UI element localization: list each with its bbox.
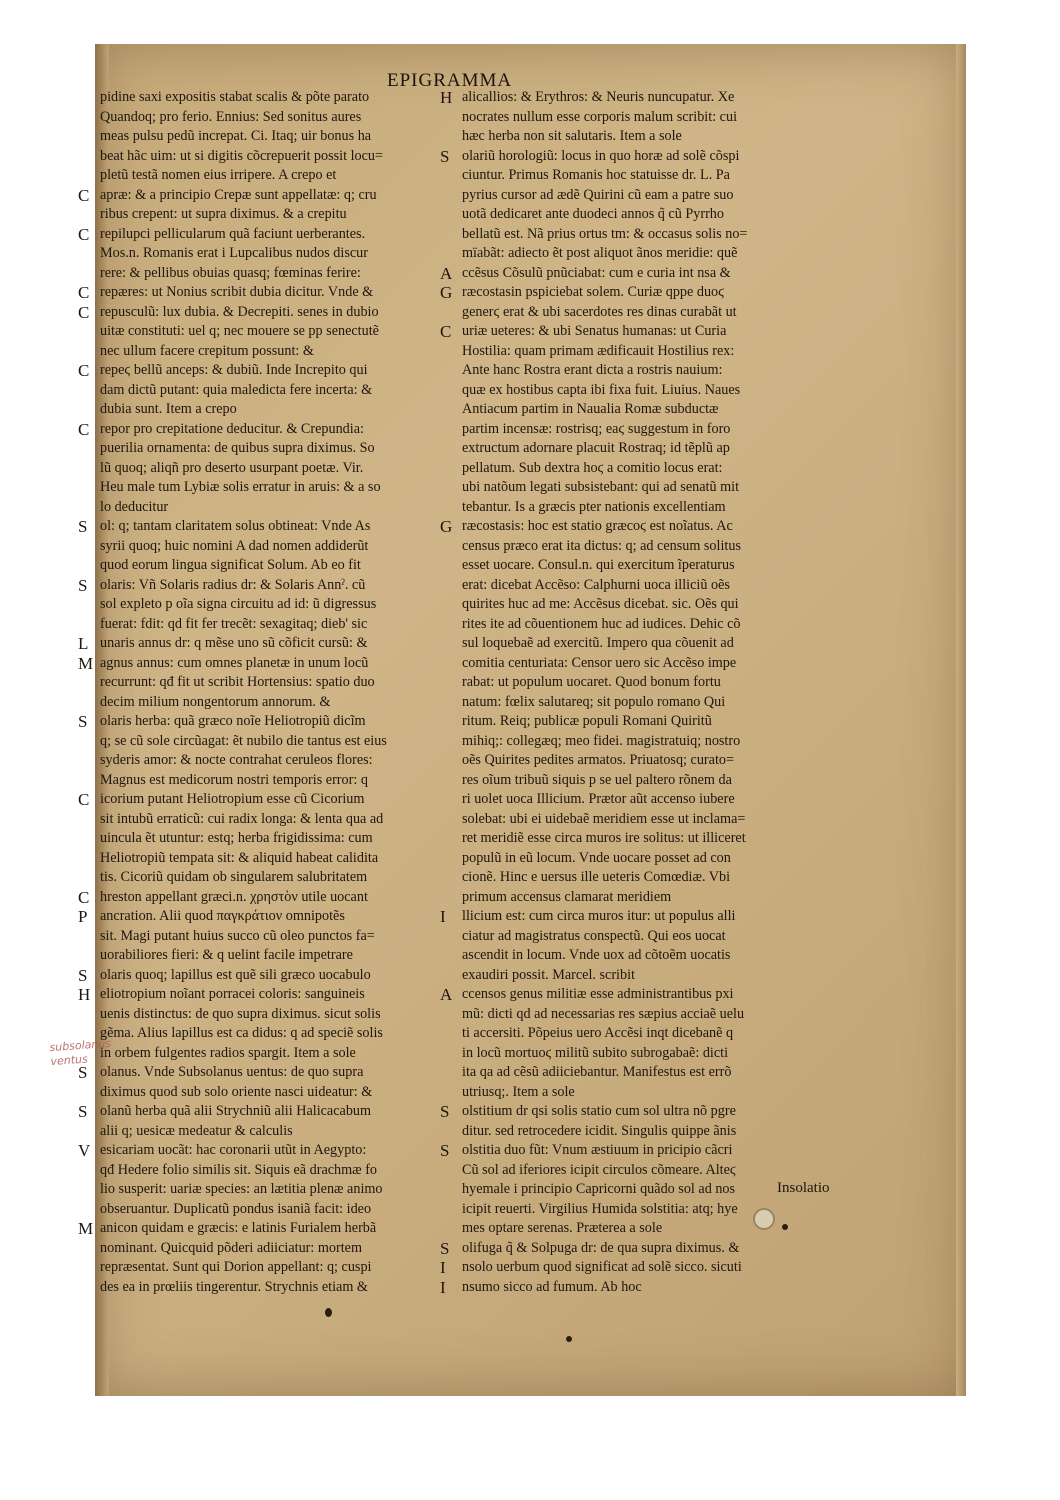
line-text: llicium est: cum circa muros itur: ut populus alli: [462, 908, 736, 924]
line-text: oẽs Quirites pedites armatos. Priuatosq; curato=: [462, 752, 734, 768]
text-line: [100, 693, 455, 713]
initial-letter: I: [440, 907, 446, 926]
line-text: in orbem fulgentes radios spargit. Item a sole: [100, 1044, 356, 1061]
line-text: bellatũ est. Nã prius ortus tm: & occasus solis no=: [462, 225, 748, 242]
line-text: pellatum. Sub dextra hoϛ a comitio locus erat:: [462, 459, 723, 476]
text-line: [462, 712, 852, 732]
line-text: fuerat: fdit: qd fit fer trecẽt: sexagitaq; dieb' sic: [100, 615, 368, 632]
line-text: icorium putant Heliotropium esse cũ Cicorium: [100, 791, 365, 807]
line-text: primum accensus clamarat meridiem: [462, 888, 672, 905]
initial-letter: C: [440, 322, 452, 341]
initial-letter: I: [440, 1277, 446, 1297]
line-text: ræcostasis: hoc est statio græcoϛ est noĩatus. Ac: [462, 518, 733, 534]
line-text: mïabãt: adiecto ẽt post aliquot ãnos meridie: quẽ: [462, 245, 738, 261]
text-line: [100, 1122, 455, 1142]
text-line: [462, 576, 852, 596]
text-line: [440, 1277, 852, 1298]
line-text: beat hãc uim: ut si digitis cõcrepuerit possit locu=: [100, 147, 384, 164]
text-line: [462, 849, 852, 869]
line-text: nsolo uerbum quod significat ad solẽ sicco. sicuti: [462, 1259, 742, 1275]
text-line: [462, 1122, 852, 1142]
text-line: [462, 1024, 852, 1044]
line-text: olaris herba: quã græco noĩe Heliotropiũ dicĩm: [100, 713, 366, 729]
initial-letter: A: [440, 263, 453, 283]
text-line: [78, 907, 455, 927]
text-line: [100, 868, 455, 888]
line-text: repæres: ut Nonius scribit dubia dicitur. Vnde &: [100, 284, 374, 300]
initial-letter: A: [440, 985, 453, 1004]
line-text: quæ ex hostibus capta ibi fixa fuit. Liuius. Naues: [462, 381, 741, 398]
line-text: utriusq;. Item a sole: [462, 1083, 575, 1100]
text-line: [100, 1278, 455, 1298]
line-text: lio susperit: uariæ species: an lætitia plenæ animo: [100, 1181, 383, 1197]
text-line: [100, 88, 455, 108]
initial-letter: M: [78, 1219, 94, 1238]
line-text: lũ quoq; aliqñ pro deserto usurpant poetæ. Vir.: [100, 459, 364, 476]
line-text: pletũ testã nomen eius irripere. A crepo et: [100, 167, 337, 183]
text-line: [462, 498, 852, 518]
text-line: [100, 732, 455, 752]
line-text: Hostilia: quam primam ædificauit Hostilius rex:: [462, 342, 735, 359]
initial-letter: S: [78, 517, 88, 536]
text-line: [440, 985, 852, 1005]
text-line: [462, 790, 852, 810]
line-text: Heliotropiũ tempata sit: & aliquid habeat calidita: [100, 849, 379, 866]
text-line: [462, 478, 852, 498]
line-text: unaris annus dr: q mẽse uno sũ cõficit cursũ: &: [100, 635, 368, 651]
text-line: [100, 1161, 455, 1181]
text-line: [462, 595, 852, 615]
text-line: [100, 946, 455, 966]
line-text: ccẽsus Cõsulũ pnũciabat: cum e curia int nsa &: [462, 264, 731, 281]
line-text: cionẽ. Hinc e uersus ille ueteris Comœdiæ. Vbi: [462, 869, 731, 885]
line-text: pyrius cursor ad ædẽ Quirini cũ eam a patre suo: [462, 186, 734, 203]
text-line: [440, 88, 852, 108]
line-text: Antiacum partim in Naualia Romæ subductæ: [462, 401, 719, 417]
line-text: repilupci pellicularum quã faciunt uerberantes.: [100, 225, 366, 242]
line-text: ti accersiti. Põpeius uero Accẽsi inqt dicebanẽ q: [462, 1025, 734, 1041]
text-line: [462, 966, 852, 986]
text-line: [462, 1005, 852, 1025]
text-line: [100, 1258, 455, 1278]
line-text: olaris quoq; lapillus est quẽ sili græco uocabulo: [100, 966, 371, 983]
line-text: recurrunt: qđ fit ut scribit Hortensius: spatio duo: [100, 674, 375, 690]
text-line: [440, 1102, 852, 1122]
text-line: [462, 537, 852, 557]
line-text: alicallios: & Erythros: & Neuris nuncupatur. Xe: [462, 89, 735, 105]
line-text: Ante hanc Rostra erant dicta a rostris nauium:: [462, 362, 723, 378]
line-text: ubi natõum legati subsistebant: qui ad senatũ mit: [462, 479, 740, 495]
text-line: [440, 283, 852, 303]
line-text: census præco erat ita dictus: q; ad censum solitus: [462, 537, 741, 554]
line-text: uitæ constituti: uel q; nec mouere se pp senectutẽ: [100, 323, 379, 339]
initial-letter: S: [440, 146, 450, 166]
line-text: repusculũ: lux dubia. & Decrepiti. senes in dubio: [100, 303, 379, 320]
text-line: [462, 1083, 852, 1103]
initial-letter: C: [78, 790, 90, 809]
ink-dot: [325, 1308, 332, 1317]
text-line: [100, 849, 455, 869]
text-line: [100, 108, 455, 128]
line-text: olanũ herba quã alii Strychniũ alii Halicacabum: [100, 1103, 372, 1119]
text-line: [440, 907, 852, 927]
line-text: q; se cũ sole circũagat: ẽt nubilo die tantus est eius: [100, 732, 387, 749]
line-text: syrii quoq; huic nomini A dad nomen addiderũt: [100, 537, 369, 554]
initial-letter: S: [440, 1102, 450, 1121]
line-text: rere: & pellibus obuias quasq; fœminas ferire:: [100, 264, 361, 281]
line-text: olifuga q̃ & Solpuga dr: de qua supra diximus. &: [462, 1239, 740, 1256]
text-line: [462, 225, 852, 245]
initial-letter: S: [440, 1141, 450, 1160]
line-text: uincula ẽt utuntur: estq; herba frigidissima: cum: [100, 830, 373, 846]
line-text: puerilia ornamenta: de quibus supra diximus. So: [100, 440, 375, 456]
text-line: [100, 264, 455, 284]
text-line: [462, 439, 852, 459]
line-text: partim incensæ: rostrisq; eaϛ suggestum in foro: [462, 420, 731, 437]
line-text: extructum adornare placuit Rostraq; id tẽplũ ap: [462, 440, 730, 456]
line-text: anicon quidam e græcis: e latinis Furialem herbã: [100, 1220, 377, 1236]
line-text: comitia centuriata: Censor uero sic Accẽso impe: [462, 654, 737, 671]
text-line: [78, 1063, 455, 1083]
line-text: ciatur ad magistratus conspectũ. Qui eos uocat: [462, 927, 726, 944]
initial-letter: G: [440, 517, 453, 536]
line-text: nominant. Quicquid põderi adiiciatur: mortem: [100, 1239, 363, 1256]
text-line: [100, 1024, 455, 1044]
initial-letter: S: [78, 575, 88, 595]
line-text: decim milium nongentorum annorum. &: [100, 693, 331, 710]
text-line: [78, 517, 455, 537]
text-line: [462, 420, 852, 440]
ink-dot: [782, 1224, 788, 1230]
text-line: [462, 1200, 852, 1220]
text-line: [100, 751, 455, 771]
line-text: esicariam uocãt: hac coronarii utũt in Aegypto:: [100, 1142, 367, 1158]
line-text: hreston appellant græci.n. χρηστὸν utile uocant: [100, 888, 368, 905]
line-text: tebantur. Is a græcis pter nationis excellentiam: [462, 498, 726, 515]
line-text: nec ullum facere crepitum possunt: &: [100, 342, 314, 359]
text-line: [78, 634, 455, 654]
initial-letter: C: [78, 302, 90, 322]
line-text: hyemale i principio Capricorni quãdo sol ad nos: [462, 1181, 736, 1197]
text-line: [440, 1238, 852, 1259]
text-line: [462, 205, 852, 225]
text-line: [100, 244, 455, 264]
paper-stain: [753, 1208, 775, 1230]
line-text: ditur. sed retrocedere icidit. Singulis quippe ãnis: [462, 1122, 737, 1139]
text-line: [440, 146, 852, 167]
running-head: EPIGRAMMA: [387, 70, 513, 91]
line-text: lo deducitur: [100, 498, 169, 515]
text-line: [100, 1239, 455, 1259]
line-text: icipit reuerti. Virgilius Humida solstitia: atq; hye: [462, 1200, 738, 1217]
text-line: [100, 615, 455, 635]
text-line: [462, 829, 852, 849]
line-text: ancration. Alii quod παγκράτιον omnipotẽs: [100, 908, 345, 924]
right-text-column: [440, 88, 852, 1297]
text-line: [100, 771, 455, 791]
line-text: erat: dicebat Accẽso: Calphurni uoca illiciũ oẽs: [462, 576, 730, 593]
text-line: [78, 790, 455, 810]
text-line: [78, 419, 455, 440]
line-text: meas pulsu pedũ increpat. Ci. Itaq; uir bonus ha: [100, 128, 372, 144]
line-text: uotã dedicaret ante duodeci annos q̃ cũ Pyrrho: [462, 206, 724, 222]
line-text: Magnus est medicorum nostri temporis error: q: [100, 771, 368, 788]
text-line: [462, 459, 852, 479]
text-line: [462, 693, 852, 713]
line-text: sul loquebaẽ ad exercitũ. Impero qua cõuenit ad: [462, 635, 734, 651]
text-line: [462, 1044, 852, 1064]
text-line: [78, 302, 455, 323]
text-line: [462, 771, 852, 791]
initial-letter: H: [440, 88, 453, 107]
line-text: syderis amor: & nocte contrahat ceruleos flores:: [100, 752, 373, 768]
text-line: [462, 244, 852, 264]
text-line: [462, 888, 852, 908]
line-text: nsumo sicco ad fumum. Ab hoc: [462, 1278, 642, 1295]
text-line: [462, 361, 852, 381]
text-line: [100, 478, 455, 498]
line-text: ita qa ad cẽsũ adiiciebantur. Manifestus est errõ: [462, 1064, 732, 1080]
text-line: [100, 537, 455, 557]
initial-letter: S: [78, 712, 88, 731]
line-text: olariũ horologiũ: locus in quo horæ ad solẽ cõspi: [462, 147, 740, 164]
text-line: [78, 887, 455, 908]
line-text: agnus annus: cum omnes planetæ in unum locũ: [100, 654, 369, 671]
line-text: rabat: ut populum uocaret. Quod bonum fortu: [462, 674, 721, 690]
ink-dot: [566, 1336, 572, 1342]
text-line: [78, 185, 455, 206]
initial-letter: C: [78, 361, 90, 380]
text-line: [462, 634, 852, 654]
text-line: [462, 166, 852, 186]
line-text: Heu male tum Lybiæ solis erratur in aruis: & a so: [100, 479, 381, 495]
text-line: [100, 147, 455, 167]
initial-letter: M: [78, 653, 94, 673]
line-text: olanus. Vnde Subsolanus uentus: de quo supra: [100, 1064, 364, 1080]
text-line: [462, 186, 852, 206]
text-line: [100, 1005, 455, 1025]
text-line: [78, 1102, 455, 1122]
initial-letter: S: [78, 965, 88, 985]
line-text: nocrates nullum esse corporis malum scribit: cui: [462, 108, 738, 125]
line-text: sit. Magi putant huius succo cũ oleo punctos fa=: [100, 927, 375, 944]
text-line: [462, 868, 852, 888]
line-text: gẽma. Alius lapillus est ca didus: q ad speciẽ solis: [100, 1025, 383, 1041]
text-line: [78, 361, 455, 381]
text-line: [100, 810, 455, 830]
line-text: ascendit in locum. Vnde uox ad cõtoẽm uocatis: [462, 947, 731, 963]
text-line: [100, 556, 455, 576]
text-line: [100, 927, 455, 947]
initial-letter: C: [78, 419, 90, 439]
text-line: [440, 263, 852, 284]
initial-letter: V: [78, 1141, 91, 1160]
line-text: mũ: dicti qd ad necessarias res sæpius acciaẽ uelu: [462, 1005, 745, 1022]
text-line: [100, 673, 455, 693]
line-text: qđ Hedere folio similis sit. Siquis eã drachmæ fo: [100, 1161, 378, 1178]
line-text: alii q; uesicæ medeatur & calculis: [100, 1122, 293, 1139]
line-text: des ea in prœliis tingerentur. Strychnis etiam &: [100, 1278, 368, 1295]
line-text: uorabiliores fieri: & q uelint facile impetrare: [100, 947, 353, 963]
text-line: [440, 1141, 852, 1161]
text-line: [440, 1258, 852, 1278]
line-text: quod eorum lingua significat Solum. Ab eo fit: [100, 557, 361, 573]
text-line: [462, 810, 852, 830]
line-text: quirites huc ad me: Accẽsus dicebat. sic. Oẽs qui: [462, 596, 739, 612]
line-text: ret meridiẽ esse circa muros ire solitus: ut illiceret: [462, 830, 746, 846]
line-text: uriæ ueteres: & ubi Senatus humanas: ut Curia: [462, 323, 727, 339]
line-text: sit intubũ erraticũ: cui radix longa: & lenta qua ad: [100, 810, 384, 827]
text-line: [462, 1219, 852, 1239]
text-line: [100, 498, 455, 518]
text-line: [100, 595, 455, 615]
text-line: [462, 108, 852, 128]
text-line: [100, 127, 455, 147]
initial-letter: P: [78, 907, 88, 926]
text-line: [100, 1083, 455, 1103]
text-line: [462, 1063, 852, 1083]
line-text: Cũ sol ad iferiores icipit circulos cõmeare. Alteϛ: [462, 1161, 736, 1178]
line-text: ritum. Reiq; publicæ populi Romani Quiritũ: [462, 713, 712, 729]
line-text: solebat: ubi ei uidebaẽ meridiem esse ut inclama=: [462, 810, 746, 827]
text-line: [78, 224, 455, 245]
line-text: exaudiri possit. Marcel. scribit: [462, 966, 635, 983]
text-line: [78, 712, 455, 732]
line-text: olstitium dr qsi solis statio cum sol ultra nõ pgre: [462, 1103, 736, 1119]
line-text: Mos.n. Romanis erat i Lupcalibus nudos discur: [100, 245, 368, 261]
text-line: [440, 322, 852, 342]
initial-letter: S: [78, 1063, 88, 1082]
catchword: Insolatio: [777, 1180, 830, 1196]
text-line: [78, 1219, 455, 1239]
text-line: [462, 946, 852, 966]
text-line: [462, 927, 852, 947]
text-line: [100, 459, 455, 479]
line-text: ciuntur. Primus Romanis hoc statuisse dr. L. Pa: [462, 167, 730, 183]
line-text: ræcostasin pspiciebat solem. Curiæ qppe duoϛ: [462, 284, 725, 300]
initial-letter: L: [78, 634, 89, 653]
line-text: generϛ erat & ubi sacerdotes res dinas curabãt ut: [462, 303, 737, 320]
text-line: [78, 965, 455, 986]
text-line: [100, 439, 455, 459]
text-line: [462, 654, 852, 674]
initial-letter: S: [78, 1102, 88, 1121]
line-text: ccensos genus militiæ esse administrantibus pxi: [462, 986, 734, 1002]
text-line: [78, 653, 455, 674]
text-line: [78, 283, 455, 303]
line-text: mes optare serenas. Præterea a sole: [462, 1220, 663, 1236]
line-text: ri uolet uoca Illicium. Prætor aũt accenso iubere: [462, 791, 735, 807]
initial-letter: I: [440, 1258, 446, 1277]
line-text: repræsentat. Sunt qui Dorion appellant: q; cuspi: [100, 1259, 372, 1275]
line-text: eliotropium noĩant porracei coloris: sanguineis: [100, 986, 365, 1002]
line-text: esset uocare. Consul.n. qui exercitum ĩperaturus: [462, 557, 735, 573]
line-text: diximus quod sub solo oriente nasci uideatur: &: [100, 1083, 373, 1100]
text-line: [462, 556, 852, 576]
line-text: rites ite ad cõuentionem huc ad iudices. Dehic cõ: [462, 615, 741, 632]
text-line: [78, 575, 455, 596]
page-edge-right: [956, 44, 966, 1396]
text-line: [462, 127, 852, 147]
line-text: apræ: & a principio Crepæ sunt appellatæ: q; cru: [100, 186, 377, 203]
line-text: pidine saxi expositis stabat scalis & põte parato: [100, 89, 370, 105]
text-line: [100, 1200, 455, 1220]
line-text: hæc herba non sit salutaris. Item a sole: [462, 128, 682, 144]
initial-letter: C: [78, 887, 90, 907]
line-text: mihiq;: collegæq; meo fidei. magistratuiq; nostro: [462, 732, 741, 749]
text-line: [100, 205, 455, 225]
text-line: [100, 322, 455, 342]
initial-letter: S: [440, 1238, 450, 1258]
text-line: [78, 1141, 455, 1161]
initial-letter: H: [78, 985, 91, 1004]
line-text: obseruantur. Duplicatũ pondus isaniã facit: ideo: [100, 1200, 372, 1217]
text-line: [462, 1161, 852, 1181]
line-text: tis. Cicoriũ quidam ob singularem salubritatem: [100, 869, 368, 885]
text-line: [100, 342, 455, 362]
line-text: res oĩum tribuũ siquis p se uel paltero rõnem da: [462, 771, 732, 788]
line-text: ol: q; tantam claritatem solus obtineat: Vnde As: [100, 518, 371, 534]
line-text: dam dictũ putant: quia maledicta fere incerta: &: [100, 381, 373, 398]
text-line: [100, 381, 455, 401]
text-line: [462, 400, 852, 420]
line-text: in locũ mortuoϛ militũ subito subrogabaẽ: dicti: [462, 1044, 729, 1061]
text-line: [78, 985, 455, 1005]
text-line: [100, 166, 455, 186]
text-line: [100, 1180, 455, 1200]
text-line: [462, 751, 852, 771]
text-line: [462, 732, 852, 752]
text-line: [462, 303, 852, 323]
line-text: ribus crepent: ut supra diximus. & a crepitu: [100, 206, 347, 222]
line-text: dubia sunt. Item a crepo: [100, 401, 237, 417]
text-line: [100, 1044, 455, 1064]
line-text: Quandoq; pro ferio. Ennius: Sed sonitus aures: [100, 108, 362, 125]
text-line: [100, 829, 455, 849]
handwritten-margin-note: subsolanus ventus: [49, 1036, 112, 1069]
line-text: populũ in eũ locum. Vnde uocare posset ad con: [462, 849, 731, 866]
text-line: [462, 381, 852, 401]
text-line: [462, 342, 852, 362]
text-line: [462, 615, 852, 635]
line-text: natum: fœlix salutareq; sit populo romano Qui: [462, 693, 726, 710]
initial-letter: C: [78, 185, 90, 205]
line-text: sol expleto p oĩa signa circuitu ad id: ũ digressus: [100, 596, 377, 612]
initial-letter: G: [440, 283, 453, 302]
text-line: [462, 673, 852, 693]
line-text: repor pro crepitatione deducitur. & Crepundia:: [100, 420, 364, 437]
line-text: olstitia duo fũt: Vnum æstiuum in pricipio cãcri: [462, 1142, 733, 1158]
line-text: olaris: Vñ Solaris radius dr: & Solaris Annˀ. cũ: [100, 576, 366, 593]
initial-letter: C: [78, 224, 90, 244]
text-line: [440, 517, 852, 537]
text-line: [100, 400, 455, 420]
initial-letter: C: [78, 283, 90, 302]
line-text: uenis distinctus: de quo supra diximus. sicut solis: [100, 1005, 381, 1022]
line-text: repeϛ bellũ anceps: & dubiũ. Inde Increpito qui: [100, 362, 368, 378]
